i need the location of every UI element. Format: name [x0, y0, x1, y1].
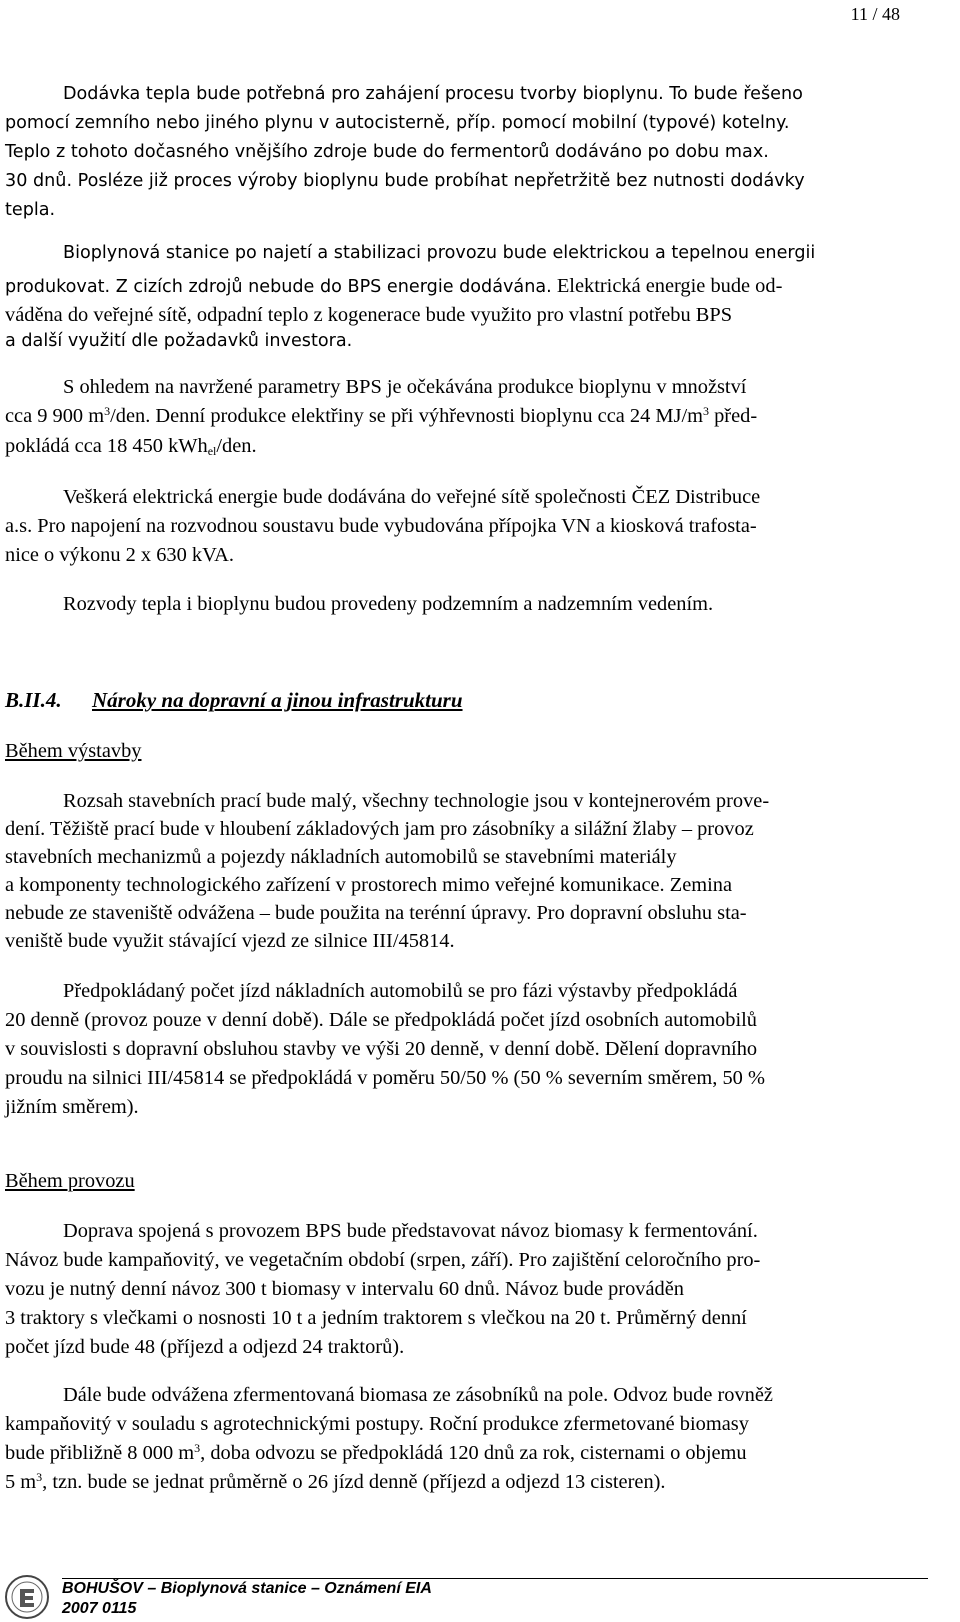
text-line: Dodávka tepla bude potřebná pro zahájení procesu tvorby bioplynu. To bude řešeno [63, 84, 803, 104]
text-segment: produkovat. Z cizích zdrojů nebude do BPS energie dodávána. [5, 277, 552, 297]
text-line: veniště bude využit stávající vjezd ze silnice III/45814. [5, 930, 455, 952]
text-line: proudu na silnici III/45814 se předpokládá v poměru 50/50 % (50 % severním směrem, 50 % [5, 1067, 765, 1089]
subscript: el [207, 444, 217, 458]
text-segment: , doba odvozu se předpokládá 120 dnů za rok, cisternami o objemu [200, 1442, 747, 1464]
subsection-heading: Během výstavby [5, 740, 142, 762]
text-line: 30 dnů. Posléze již proces výroby bioplynu bude probíhat nepřetržitě bez nutnosti dodávky [5, 171, 805, 191]
page-number: 11 / 48 [850, 4, 900, 24]
text-segment: , tzn. bude se jednat průměrně o 26 jízd denně (příjezd a odjezd 13 cisteren). [42, 1471, 666, 1493]
subsection-heading: Během provozu [5, 1170, 135, 1192]
text-line: Rozsah stavebních prací bude malý, všechny technologie jsou v kontejnerovém prove- [63, 790, 770, 812]
text-line [5, 1468, 666, 1498]
footer-code: 2007 0115 [62, 1600, 137, 1617]
section-number: B.II.4. [5, 688, 62, 712]
text-line: Doprava spojená s provozem BPS bude představovat návoz biomasy k fermentování. [63, 1220, 758, 1242]
superscript: 3 [703, 404, 709, 418]
text-line: a.s. Pro napojení na rozvodnou soustavu bude vybudována přípojka VN a kiosková trafosta- [5, 515, 757, 537]
text-segment: Elektrická energie bude od- [551, 275, 783, 297]
text-line: Návoz bude kampaňovitý, ve vegetačním období (srpen, září). Pro zajištění celoročního pro- [5, 1249, 761, 1271]
text-line: 3 traktory s vlečkami o nosnosti 10 t a jedním traktorem s vlečkou na 20 t. Průměrný denní [5, 1307, 747, 1329]
text-line: nice o výkonu 2 x 630 kVA. [5, 544, 235, 566]
text-segment: /den. [216, 435, 257, 457]
text-line [5, 272, 782, 302]
text-line: kampaňovitý v souladu s agrotechnickými postupy. Roční produkce zfermetované biomasy [5, 1413, 749, 1435]
footer-title: BOHUŠOV – Bioplynová stanice – Oznámení EIA [62, 1580, 432, 1597]
text-segment: 5 m [5, 1471, 37, 1493]
text-line [5, 432, 257, 462]
text-segment: pokládá cca 18 450 kWh [5, 435, 208, 457]
text-line: jižním směrem). [5, 1096, 139, 1118]
text-line: pomocí zemního nebo jiného plynu v autocisterně, příp. pomocí mobilní (typové) kotelny. [5, 113, 790, 133]
text-line: Dále bude odvážena zfermentovaná biomasa ze zásobníků na pole. Odvoz bude rovněž [63, 1384, 773, 1406]
text-line: S ohledem na navržené parametry BPS je očekávána produkce bioplynu v množství [63, 376, 747, 398]
superscript: 3 [194, 1441, 201, 1455]
text-line: a další využití dle požadavků investora. [5, 331, 353, 351]
text-line: váděna do veřejné sítě, odpadní teplo z kogenerace bude využito pro vlastní potřebu BPS [5, 304, 733, 326]
text-line [5, 402, 757, 432]
text-line [5, 1439, 747, 1469]
text-line: Veškerá elektrická energie bude dodávána do veřejné sítě společnosti ČEZ Distribuce [63, 486, 761, 508]
text-line: nebude ze staveniště odvážena – bude použita na terénní úpravy. Pro dopravní obsluhu sta- [5, 902, 747, 924]
superscript: 3 [36, 1470, 43, 1484]
section-title: Nároky na dopravní a jinou infrastrukturu [92, 688, 463, 712]
text-line: počet jízd bude 48 (příjezd a odjezd 24 traktorů). [5, 1336, 405, 1358]
footer-divider [62, 1578, 928, 1579]
text-segment: bude přibližně 8 000 m [5, 1442, 195, 1464]
text-line: a komponenty technologického zařízení v prostorech mimo veřejné komunikace. Zemina [5, 874, 733, 896]
text-line: 20 denně (provoz pouze v denní době). Dále se předpokládá počet jízd osobních automobilů [5, 1009, 757, 1031]
text-segment: před- [709, 405, 758, 427]
company-logo-icon [4, 1574, 50, 1620]
text-line: Rozvody tepla i bioplynu budou provedeny podzemním a nadzemním vedením. [63, 593, 714, 615]
text-line: v souvislosti s dopravní obsluhou stavby ve výši 20 denně, v denní době. Dělení dopravního [5, 1038, 758, 1060]
text-line: Bioplynová stanice po najetí a stabilizaci provozu bude elektrickou a tepelnou energii [63, 243, 816, 263]
text-line: tepla. [5, 200, 56, 220]
text-line: dení. Těžiště prací bude v hloubení základových jam pro zásobníky a silážní žlaby – provoz [5, 818, 754, 840]
text-line: Teplo z tohoto dočasného vnějšího zdroje bude do fermentorů dodáváno po dobu max. [5, 142, 769, 162]
text-segment: cca 9 900 m [5, 405, 105, 427]
text-line: stavebních mechanizmů a pojezdy nákladních automobilů se stavebními materiály [5, 846, 677, 868]
text-segment: /den. Denní produkce elektřiny se při výhřevnosti bioplynu cca 24 MJ/m [110, 405, 703, 427]
superscript: 3 [104, 404, 111, 418]
text-line: Předpokládaný počet jízd nákladních automobilů se pro fázi výstavby předpokládá [63, 980, 738, 1002]
text-line: vozu je nutný denní návoz 300 t biomasy v intervalu 60 dnů. Návoz bude prováděn [5, 1278, 684, 1300]
